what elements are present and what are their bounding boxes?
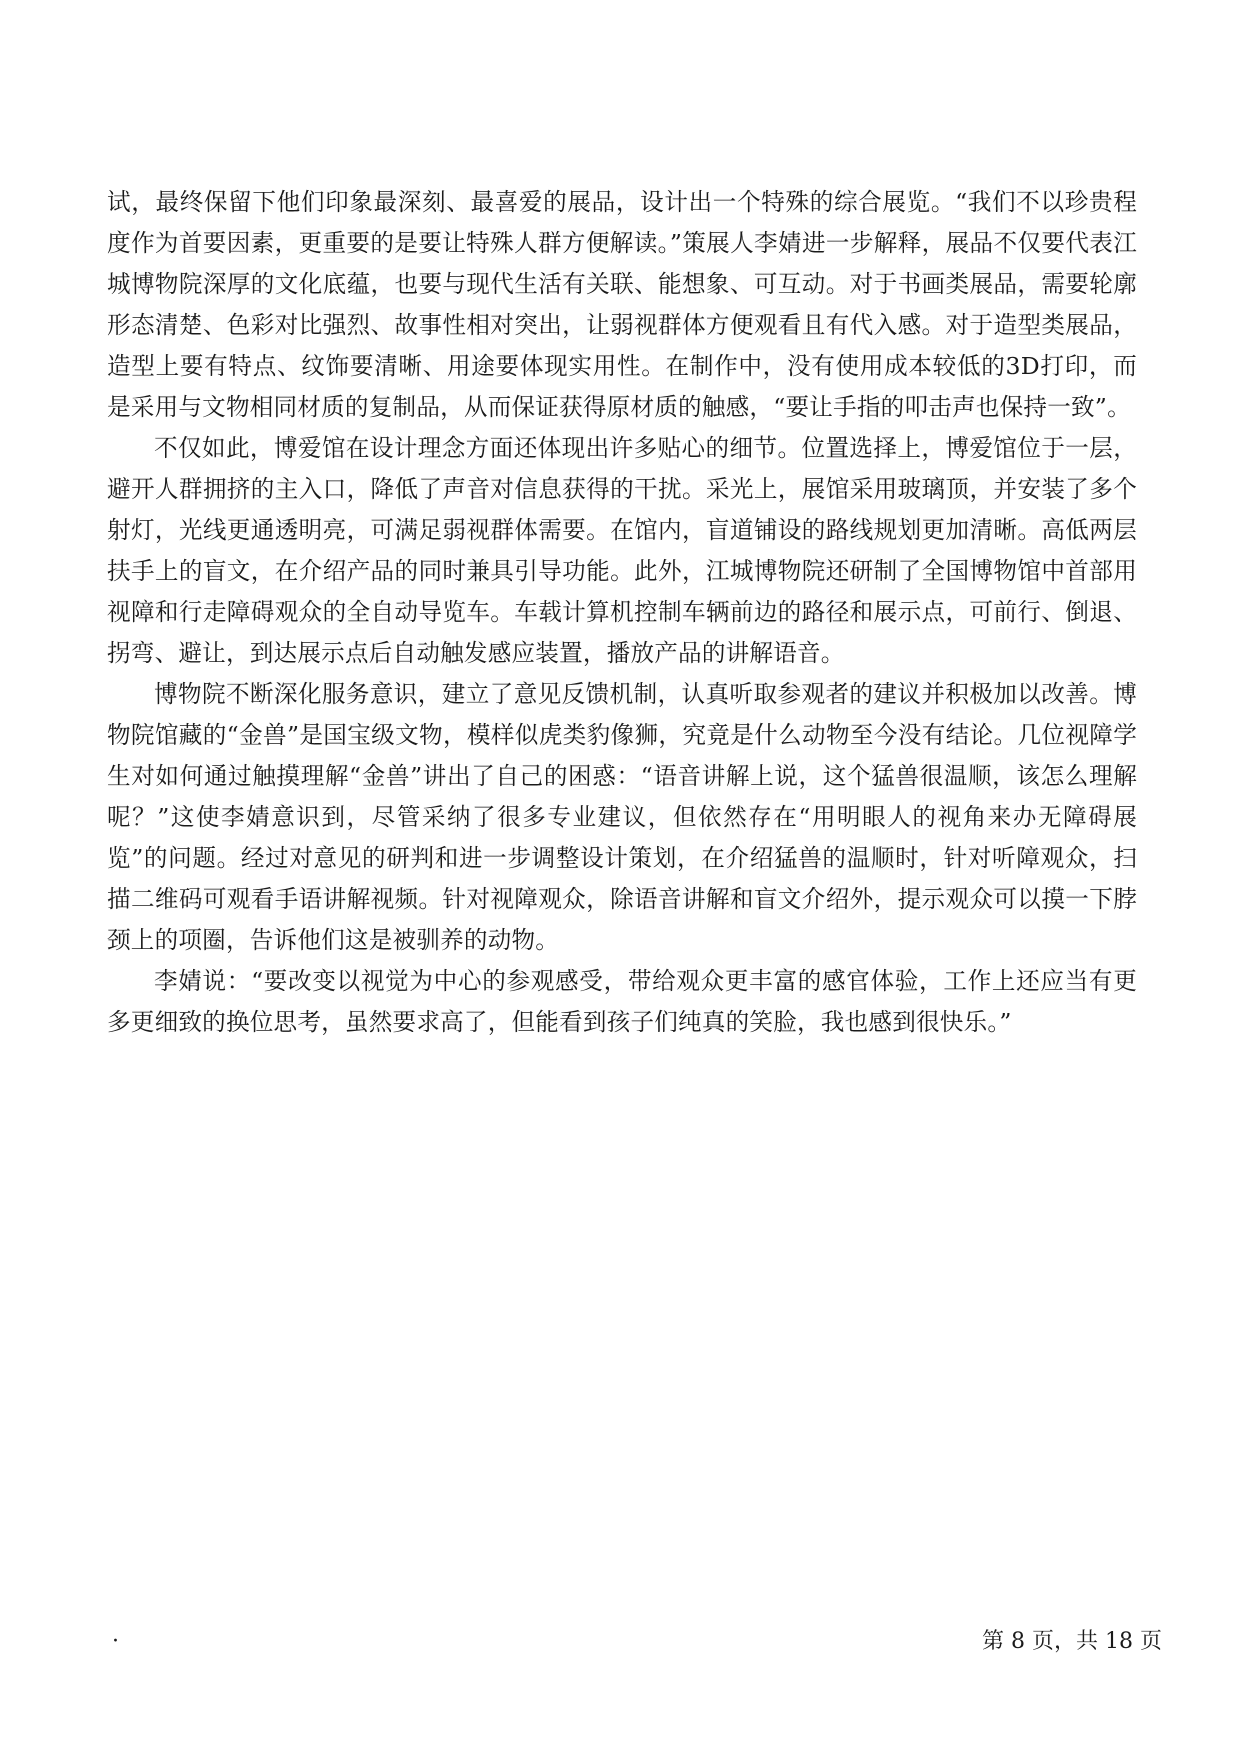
paragraph-1: 试，最终保留下他们印象最深刻、最喜爱的展品，设计出一个特殊的综合展览。“我们不以珍贵程度作为首要因素，更重要的是要让特殊人群方便解读。”策展人李婧进一步解释，展品不仅要代表江城博物院深厚的文化底蕴，也要与现代生活有关联、能想象、可互动。对于书画类展品，需要轮廓形态清楚、色彩对比强烈、故事性相对突出，让弱视群体方便观看且有代入感。对于造型类展品，造型上要有特点、纹饰要清晰、用途要体现实用性。在制作中，没有使用成本较低的3D打印，而是采用与文物相同材质的复制品，从而保证获得原材质的触感，“要让手指的叩击声也保持一致”。 [107,188,1137,421]
paragraph-4: 李婧说：“要改变以视觉为中心的参观感受，带给观众更丰富的感官体验，工作上还应当有更多更细致的换位思考，虽然要求高了，但能看到孩子们纯真的笑脸，我也感到很快乐。” [107,967,1137,1036]
page-number: 第 8 页，共 18 页 [982,1629,1162,1654]
document-body [107,182,1137,1043]
footer-dot: · [112,1629,119,1654]
paragraph-3: 博物院不断深化服务意识，建立了意见反馈机制，认真听取参观者的建议并积极加以改善。博物院馆藏的“金兽”是国宝级文物，模样似虎类豹像狮，究竟是什么动物至今没有结论。几位视障学生对如何通过触摸理解“金兽”讲出了自己的困惑：“语音讲解上说，这个猛兽很温顺，该怎么理解呢？”这使李婧意识到，尽管采纳了很多专业建议，但依然存在“用明眼人的视角来办无障碍展览”的问题。经过对意见的研判和进一步调整设计策划，在介绍猛兽的温顺时，针对听障观众，扫描二维码可观看手语讲解视频。针对视障观众，除语音讲解和盲文介绍外，提示观众可以摸一下脖颈上的项圈，告诉他们这是被驯养的动物。 [107,680,1137,954]
paragraph-2: 不仅如此，博爱馆在设计理念方面还体现出许多贴心的细节。位置选择上，博爱馆位于一层，避开人群拥挤的主入口，降低了声音对信息获得的干扰。采光上，展馆采用玻璃顶，并安装了多个射灯，光线更通透明亮，可满足弱视群体需要。在馆内，盲道铺设的路线规划更加清晰。高低两层扶手上的盲文，在介绍产品的同时兼具引导功能。此外，江城博物院还研制了全国博物馆中首部用视障和行走障碍观众的全自动导览车。车载计算机控制车辆前边的路径和展示点，可前行、倒退、拐弯、避让，到达展示点后自动触发感应装置，播放产品的讲解语音。 [107,434,1137,667]
